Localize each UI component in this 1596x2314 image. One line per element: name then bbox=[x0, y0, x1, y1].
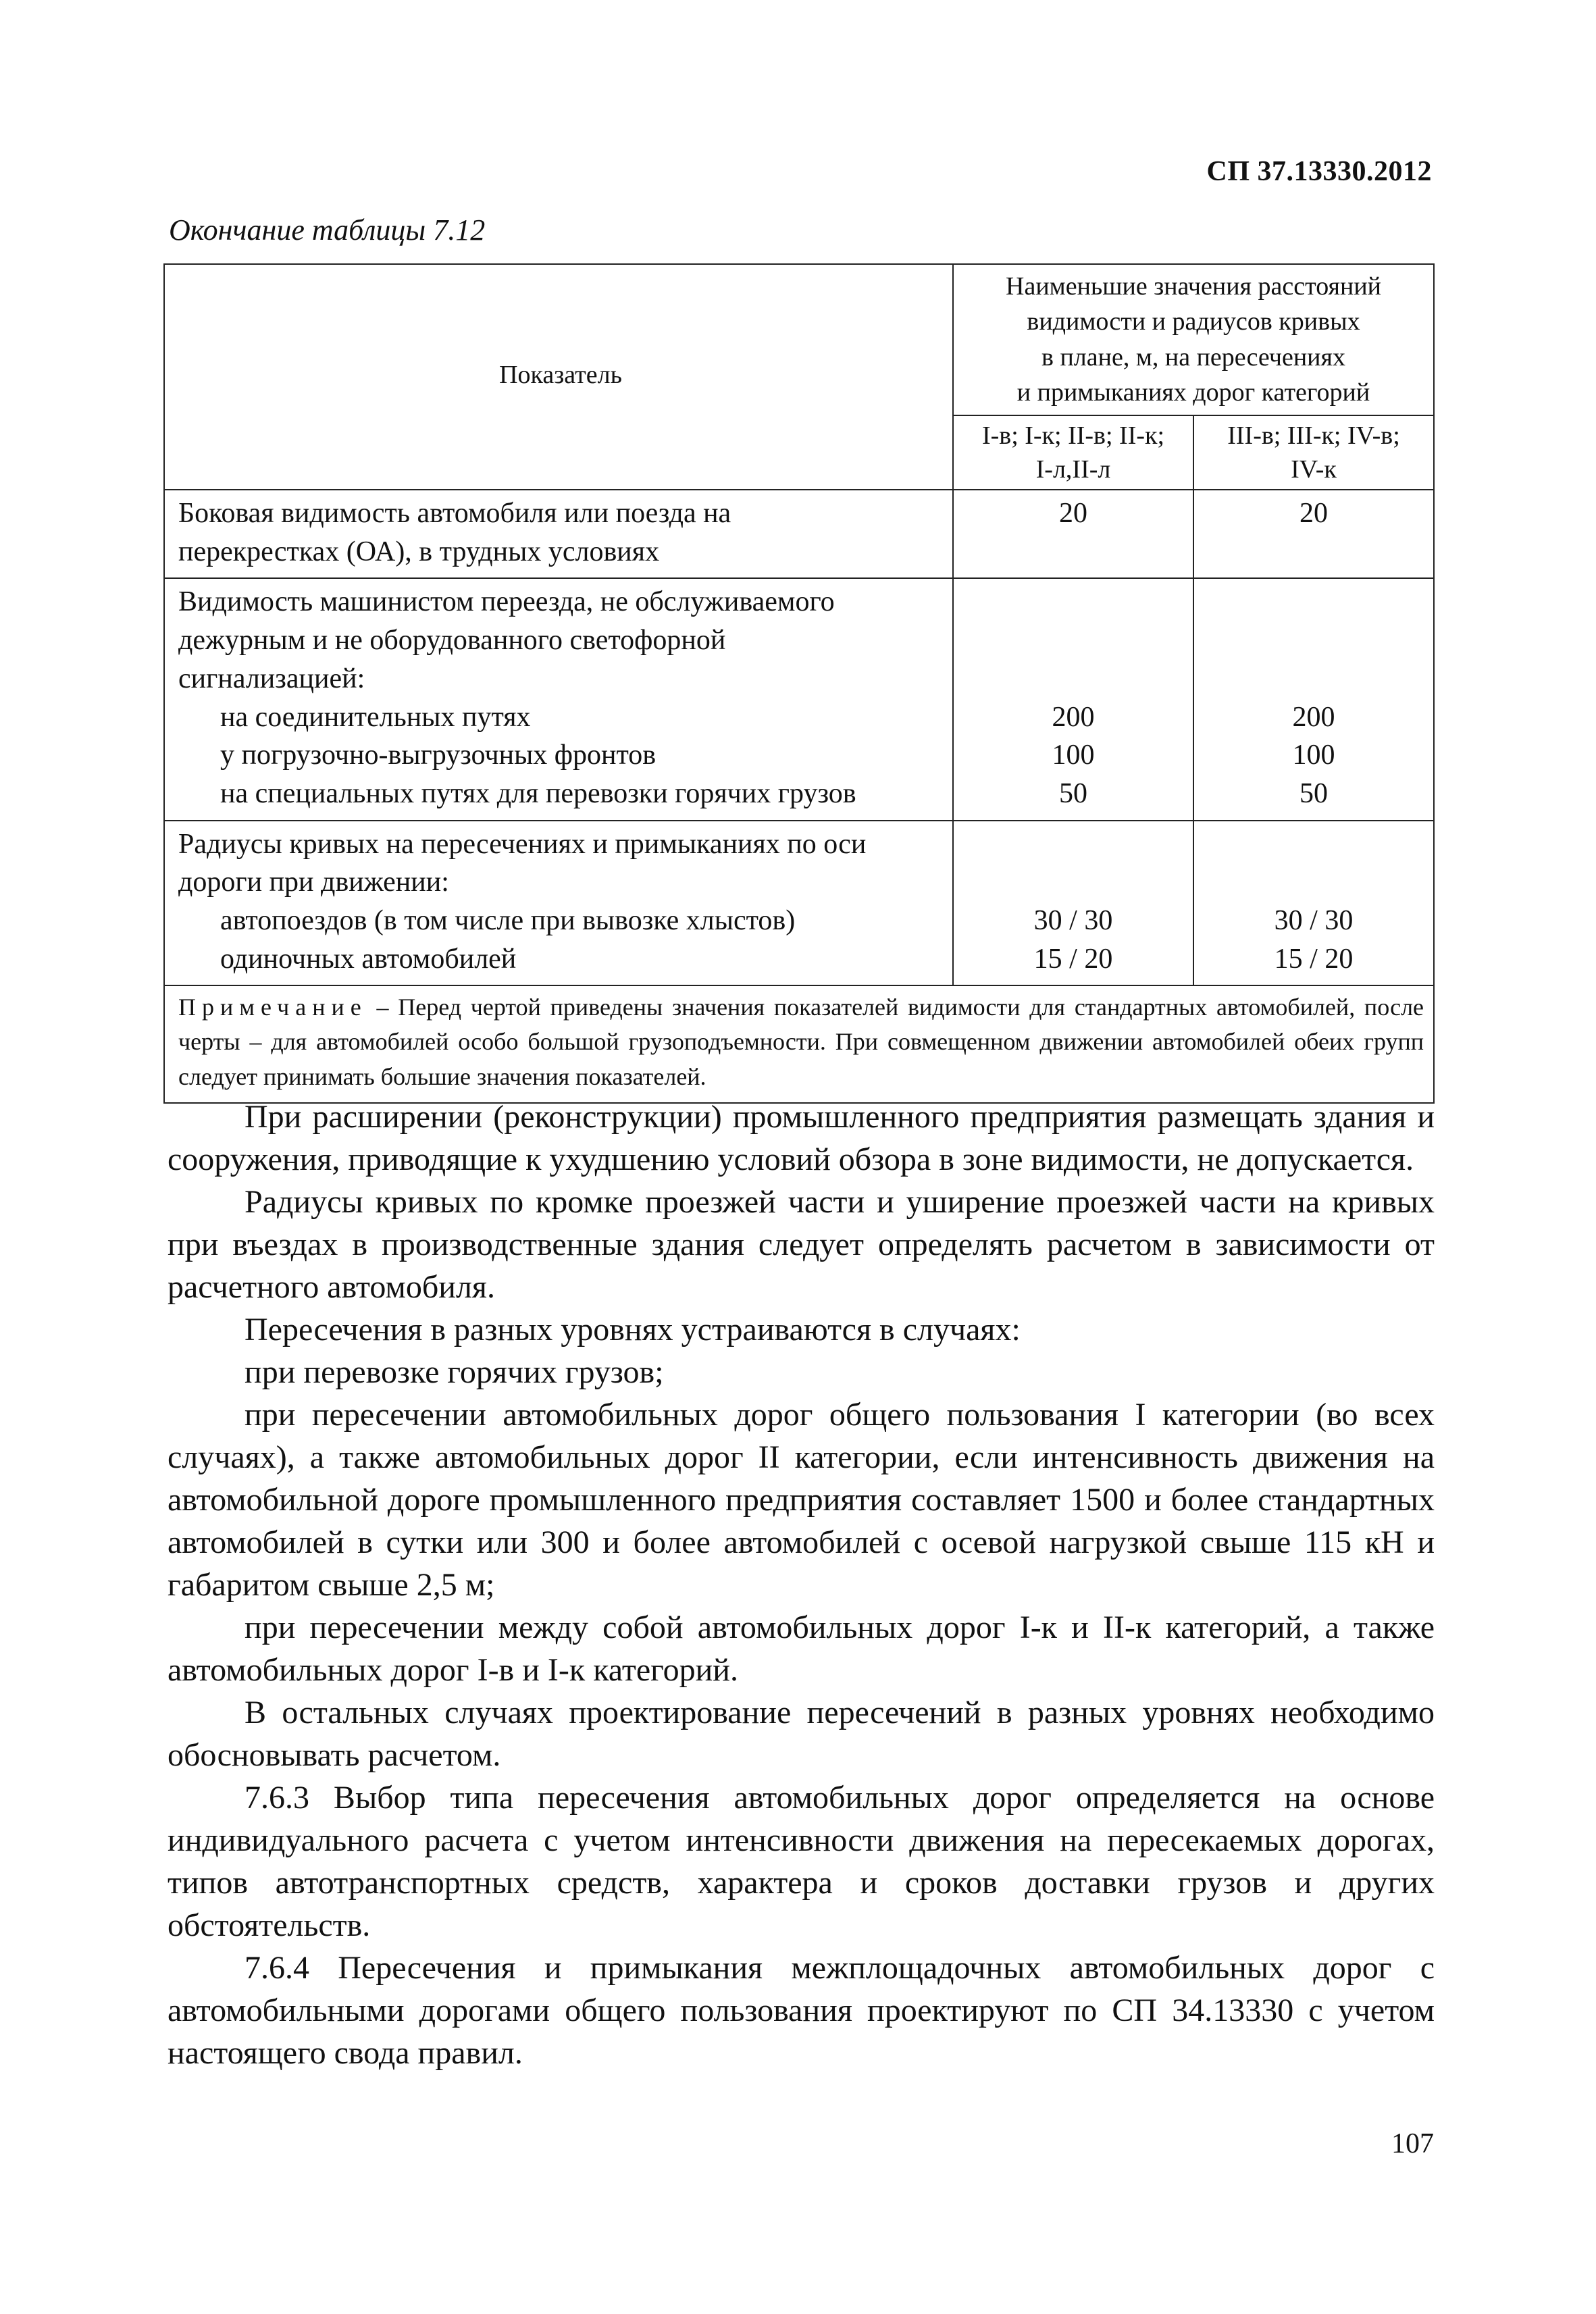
note-text: – Перед чертой приведены значения показателей видимости для стандартных автомобилей, после черты – для автомобилей особо большой грузоподъемности. При совмещенном движении автомобилей обеих групп следует принимать большие значения показателей. bbox=[178, 994, 1424, 1090]
header-line: видимости и радиусов кривых bbox=[1027, 307, 1360, 336]
row-value: 100 bbox=[1292, 740, 1335, 771]
row-value: 15 / 20 bbox=[1274, 943, 1354, 975]
row-value: 30 / 30 bbox=[1274, 904, 1354, 936]
row-text-line: дежурным и не оборудованного светофорной bbox=[178, 625, 726, 657]
row-subitem-label: у погрузочно-выгрузочных фронтов bbox=[220, 740, 657, 771]
paragraph: При расширении (реконструкции) промышленного предприятия размещать здания и сооружения, приводящие к ухудшению условий обзора в зоне видимости, не допускается. bbox=[168, 1099, 1435, 1177]
row-value: 30 / 30 bbox=[1033, 904, 1113, 936]
row-indicator-cell bbox=[164, 821, 953, 986]
table-row bbox=[164, 490, 1434, 578]
row-subitem-label: автопоездов (в том числе при вывозке хлыстов) bbox=[220, 904, 796, 936]
row-value: 20 bbox=[1059, 498, 1087, 530]
header-line: и примыканиях дорог категорий bbox=[1016, 378, 1370, 407]
row-text-line: Видимость машинистом переезда, не обслуживаемого bbox=[178, 586, 835, 618]
category-line: I-в; I-к; II-в; II-к; bbox=[981, 421, 1165, 450]
paragraph: Радиусы кривых по кромке проезжей части и уширение проезжей части на кривых при въездах в производственные здания следует определять расчетом в зависимости от расчетного автомобиля. bbox=[168, 1184, 1435, 1305]
paragraph: 7.6.4 Пересечения и примыкания межплощадочных автомобильных дорог с автомобильными дорогами общего пользования проектируют по СП 34.13330 с учетом настоящего свода правил. bbox=[168, 1950, 1435, 2071]
table-note bbox=[164, 985, 1434, 1102]
table-note-row bbox=[164, 985, 1434, 1102]
paragraph: В остальных случаях проектирование пересечений в разных уровнях необходимо обосновывать расчетом. bbox=[168, 1695, 1435, 1773]
document-code: СП 37.13330.2012 bbox=[1206, 156, 1432, 187]
column-header-main bbox=[953, 264, 1434, 415]
table-row bbox=[164, 578, 1434, 820]
row-value-cell bbox=[953, 490, 1193, 578]
row-subitem-label: на соединительных путях bbox=[220, 701, 531, 733]
paragraph: 7.6.3 Выбор типа пересечения автомобильных дорог определяется на основе индивидуального расчета с учетом интенсивности движения на пересекаемых дорогах, типов автотранспортных средств, характера и сроков доставки грузов и других обстоятельств. bbox=[168, 1780, 1435, 1943]
row-value: 200 bbox=[1292, 701, 1335, 733]
row-subitem-label: одиночных автомобилей bbox=[220, 943, 517, 975]
column-header-category-2 bbox=[1193, 415, 1434, 490]
table-header-row bbox=[164, 264, 1434, 415]
table-row bbox=[164, 821, 1434, 986]
row-text-line: Боковая видимость автомобиля или поезда на bbox=[178, 498, 731, 530]
row-text-line: Радиусы кривых на пересечениях и примыканиях по оси bbox=[178, 828, 867, 860]
paragraph: Пересечения в разных уровнях устраиваются в случаях: bbox=[244, 1312, 1021, 1347]
row-text-line: перекрестках (ОА), в трудных условиях bbox=[178, 536, 660, 567]
row-subitem-label: на специальных путях для перевозки горячих грузов bbox=[220, 777, 856, 809]
category-line: I-л,II-л bbox=[1035, 455, 1111, 484]
row-indicator-cell bbox=[164, 578, 953, 820]
category-line: IV-к bbox=[1291, 455, 1337, 484]
column-header-category-1 bbox=[953, 415, 1193, 490]
row-indicator-cell bbox=[164, 490, 953, 578]
paragraph: при перевозке горячих грузов; bbox=[244, 1354, 664, 1390]
row-value: 20 bbox=[1299, 498, 1328, 530]
header-line: в плане, м, на пересечениях bbox=[1041, 342, 1345, 371]
row-value: 50 bbox=[1059, 777, 1087, 809]
row-text-line: дороги при движении: bbox=[178, 867, 449, 898]
row-value-cell bbox=[953, 821, 1193, 986]
header-line: Наименьшие значения расстояний bbox=[1006, 272, 1381, 301]
row-text-line: сигнализацией: bbox=[178, 663, 365, 694]
row-value-cell bbox=[1193, 578, 1434, 820]
note-label: Примечание bbox=[178, 994, 367, 1021]
indicators-table bbox=[163, 263, 1435, 1104]
row-value: 200 bbox=[1052, 701, 1095, 733]
column-header-indicator: Показатель bbox=[164, 264, 953, 490]
row-value: 100 bbox=[1052, 740, 1095, 771]
body-text bbox=[168, 1096, 1435, 2074]
table-caption: Окончание таблицы 7.12 bbox=[169, 213, 486, 247]
row-value-cell bbox=[1193, 821, 1434, 986]
paragraph: при пересечении автомобильных дорог общего пользования I категории (во всех случаях), а также автомобильных дорог II категории, если интенсивность движения на автомобильной дороге промышленного предприятия составляет 1500 и более стандартных автомобилей в сутки или 300 и более автомобилей с осевой нагрузкой свыше 115 кН и габаритом свыше 2,5 м; bbox=[168, 1397, 1435, 1603]
paragraph: при пересечении между собой автомобильных дорог I-к и II-к категорий, а также автомобильных дорог I-в и I-к категорий. bbox=[168, 1610, 1435, 1688]
row-value-cell bbox=[953, 578, 1193, 820]
category-line: III-в; III-к; IV-в; bbox=[1227, 421, 1400, 450]
row-value-cell bbox=[1193, 490, 1434, 578]
row-value: 15 / 20 bbox=[1033, 943, 1113, 975]
row-value: 50 bbox=[1299, 777, 1328, 809]
page-number: 107 bbox=[1391, 2128, 1434, 2159]
